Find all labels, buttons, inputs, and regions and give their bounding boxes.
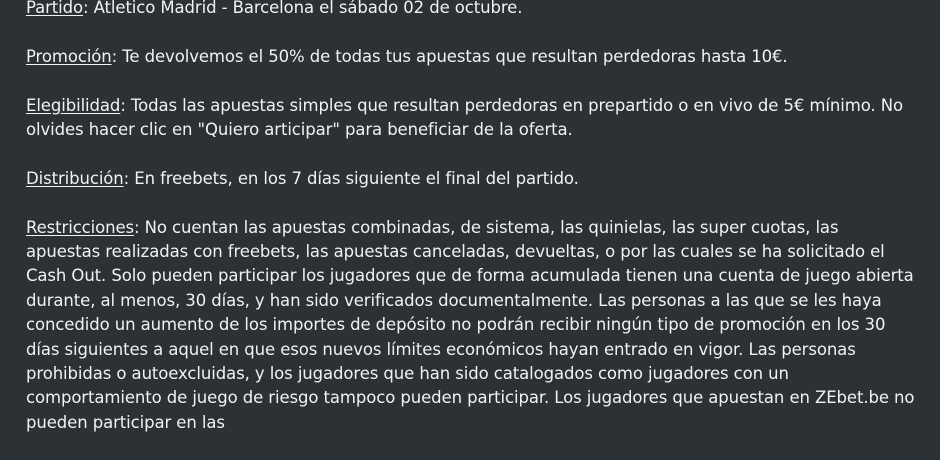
term-label-distribucion: Distribución: [26, 168, 124, 188]
term-label-restricciones: Restricciones: [26, 217, 135, 237]
promotion-terms: [26, 0, 916, 460]
term-partido: [26, 0, 916, 20]
term-elegibilidad: [26, 94, 916, 143]
term-text-partido: : Atletico Madrid - Barcelona el sábado 02 de octubre.: [83, 0, 523, 17]
term-label-promocion: Promoción: [26, 46, 112, 66]
term-distribucion: [26, 167, 916, 191]
term-text-promocion: : Te devolvemos el 50% de todas tus apuestas que resultan perdedoras hasta 10€.: [111, 46, 788, 66]
term-restricciones: [26, 216, 916, 436]
term-text-restricciones: : No cuentan las apuestas combinadas, de sistema, las quinielas, las super cuotas, las apuestas realizadas con freebets, las apuestas canceladas, devueltas, o por las cuales se ha solicitado el Cash Out. Solo pueden participar los jugadores que de forma acumulada tienen una cuenta de juego abierta durante, al menos, 30 días, y han sido verificados documentalmente. Las personas a las que se les haya concedido un aumento de los importes de depósito no podrán recibir ningún tipo de promoción en los 30 días siguientes a aquel en que esos nuevos límites económicos hayan entrado en vigor. Las personas prohibidas o autoexcluidas, y los jugadores que han sido catalogados como jugadores con un comportamiento de juego de riesgo tampoco pueden participar. Los jugadores que apuestan en ZEbet.be no pueden participar en las: [26, 217, 915, 432]
term-promocion: [26, 45, 916, 69]
term-label-elegibilidad: Elegibilidad: [26, 95, 121, 115]
term-text-distribucion: : En freebets, en los 7 días siguiente el final del partido.: [123, 168, 579, 188]
term-label-partido: Partido: [26, 0, 84, 17]
term-text-elegibilidad: : Todas las apuestas simples que resultan perdedoras en prepartido o en vivo de 5€ mínimo. No olvides hacer clic en "Quiero articipar" para beneficiar de la oferta.: [26, 95, 903, 139]
